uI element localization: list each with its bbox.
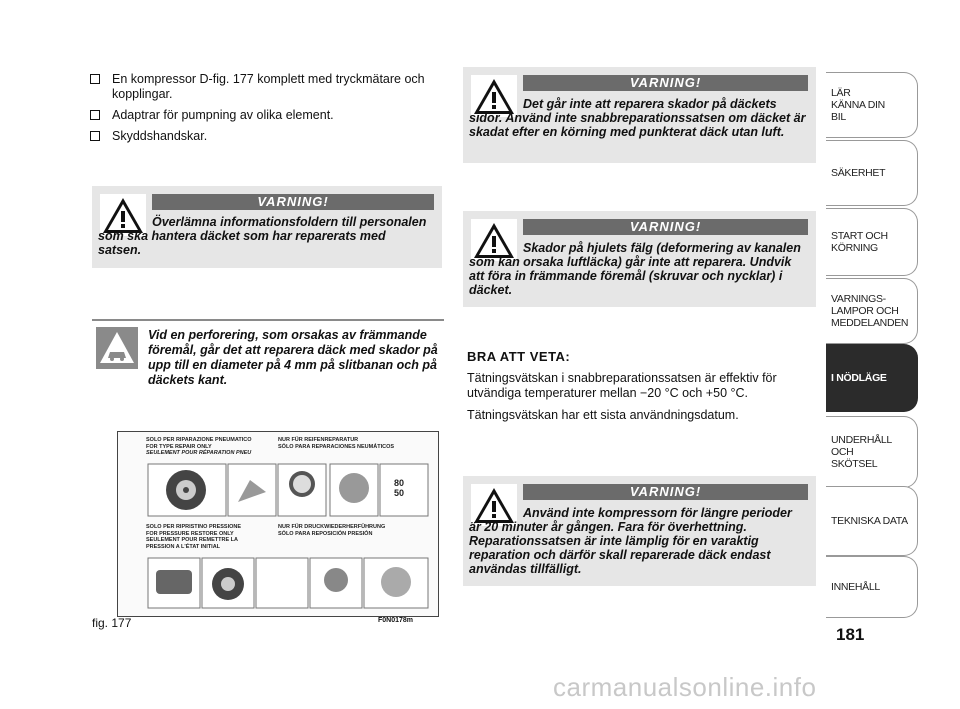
bullet-item: En kompressor D-fig. 177 komplett med tryckmätare och kopplingar. [90,72,442,102]
tab-tekniska-data[interactable]: TEKNISKA DATA [826,486,918,556]
checkbox-bullet-icon [90,74,100,84]
warning-text: Överlämna informationsfoldern till personalen som ska hantera däcket som har reparerats med satsen. [98,215,427,257]
car-note-icon [96,327,138,369]
figure-tyre-repair-illustration [118,462,438,520]
bullet-list [90,72,442,150]
warning-box-right-3 [463,476,816,586]
info-section [467,349,812,430]
note-divider [92,319,444,321]
info-heading: BRA ATT VETA: [467,349,571,364]
page-number: 181 [836,625,865,644]
warning-box-left [92,186,442,268]
warning-text: Använd inte kompressorn för längre perioder är 20 minuter år gången. Fara för överhettning. Reparationssatsen är inte lämplig för en varaktig reparation och därför skall reparerade däck endast användas tillfälligt. [469,506,792,576]
figure-code: F0N0178m [378,617,414,624]
warning-box-right-1 [463,67,816,163]
info-paragraph: Tätningsvätskan i snabbreparationssatsen är effektiv för utvändiga temperaturer mellan −20 °C och +50 °C. [467,371,777,400]
tab-lar-kanna-din-bil[interactable]: LÄR KÄNNA DIN BIL [826,72,918,138]
figure-177 [117,431,439,617]
tab-i-nodlage[interactable]: I NÖDLÄGE [826,344,918,412]
checkbox-bullet-icon [90,131,100,141]
speed-sign: 80 50 [394,478,405,498]
warning-text: Det går inte att reparera skador på däckets sidor. Använd inte snabbreparationssatsen om däcket är skadat efter en körning med punkterat däck utan luft. [469,97,806,139]
note-text: Vid en perforering, som orsakas av främmande föremål, går det att reparera däck med skador på upp till en diameter på 4 mm på slitbanan och på däckets kant. [148,328,438,387]
figure-caption: fig. 177 [92,616,132,630]
tab-underhall-och-skotsel[interactable]: UNDERHÅLL OCH SKÖTSEL [826,416,918,488]
figure-labels-top-right: NUR FÜR REIFENREPARATUR SÓLO PARA REPARACIONES NEUMÁTICOS [278,437,395,450]
warning-title: VARNING! [152,194,434,210]
warning-title: VARNING! [523,484,808,500]
bullet-item: Adaptrar för pumpning av olika element. [90,108,442,123]
info-paragraph: Tätningsvätskan har ett sista användningsdatum. [467,408,739,422]
figure-labels-top-left: SOLO PER RIPARAZIONE PNEUMATICO FOR TYPE REPAIR ONLY SEULEMENT POUR RÉPARATION PNEU [146,437,252,456]
warning-text: Skador på hjulets fälg (deformering av kanalen som kan orsaka luftläcka) går inte att reparera. Undvik att föra in främmande föremål (skruvar och nycklar) i däcket. [469,241,801,297]
warning-box-right-2 [463,211,816,307]
warning-title: VARNING! [523,219,808,235]
warning-title: VARNING! [523,75,808,91]
bullet-item: Skyddshandskar. [90,129,442,144]
figure-labels-bottom-left: SOLO PER RIPRISTINO PRESSIONE FOR PRESSURE RESTORE ONLY SEULEMENT POUR REMETTRE LA PRESSION A L'ÉTAT INITIAL [146,524,242,550]
checkbox-bullet-icon [90,110,100,120]
tab-varningslampor[interactable]: VARNINGS- LAMPOR OCH MEDDELANDEN [826,278,918,344]
watermark: carmanualsonline.info [553,672,817,702]
tab-sakerhet[interactable]: SÄKERHET [826,140,918,206]
figure-labels-bottom-right: NUR FÜR DRUCKWIEDERHERFÜHRUNG SÓLO PARA REPOSICIÓN PRESIÓN [278,524,386,537]
tab-innehall[interactable]: INNEHÅLL [826,556,918,618]
figure-pressure-restore-illustration [118,556,438,612]
tab-start-och-korning[interactable]: START OCH KÖRNING [826,208,918,276]
